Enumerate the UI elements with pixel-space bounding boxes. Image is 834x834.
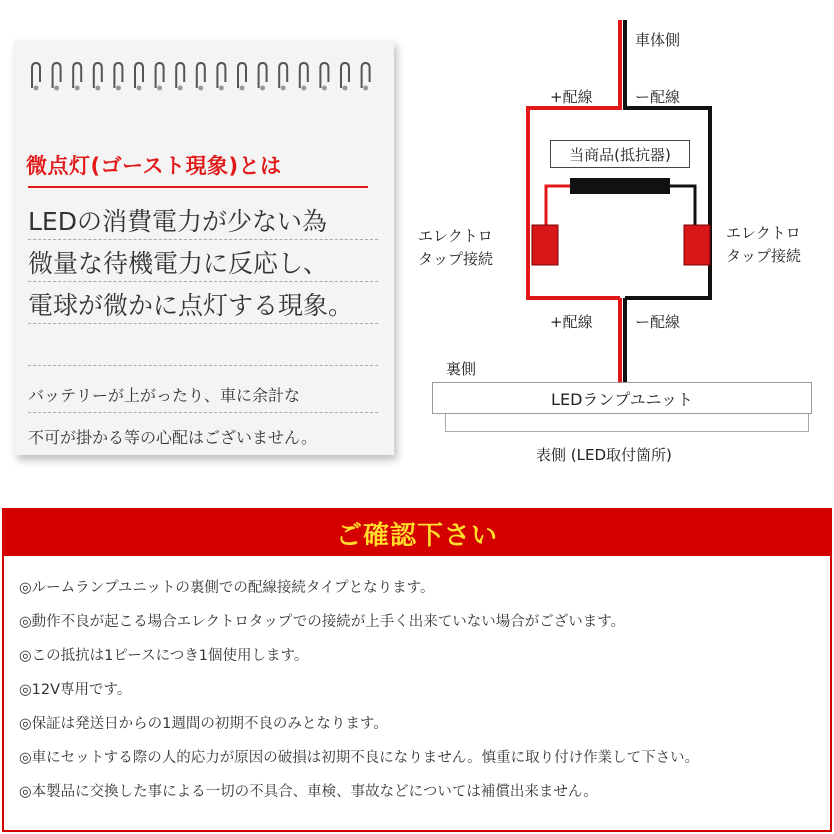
electrotap-right	[684, 225, 710, 265]
notice-panel	[2, 508, 832, 832]
plus-wire-label-bottom: +配線	[550, 313, 593, 331]
notice-item: ◎動作不良が起こる場合エレクトロタップでの接続が上手く出来ていない場合がございます。	[19, 614, 626, 630]
notepad-title: 微点灯(ゴースト現象)とは	[26, 154, 282, 178]
tap-left-label-2: タップ接続	[418, 250, 494, 268]
rule-line	[28, 365, 378, 366]
tap-left-label-1: エレクトロ	[418, 227, 493, 245]
rule-line	[28, 281, 378, 282]
title-underline	[28, 186, 368, 188]
notepad-note-2: 不可が掛かる等の心配はございません。	[28, 428, 317, 447]
spiral-binding-icon	[28, 62, 380, 92]
notepad-line-1: LEDの消費電力が少ない為	[28, 207, 327, 236]
notepad-card	[14, 40, 394, 455]
rule-line	[28, 239, 378, 240]
notepad-line-2: 微量な待機電力に反応し、	[28, 249, 329, 278]
notice-title: ご確認下さい	[335, 520, 498, 551]
tap-right-label-1: エレクトロ	[726, 224, 801, 242]
notepad-note-1: バッテリーが上がったり、車に余計な	[28, 386, 301, 405]
wiring-diagram	[410, 20, 834, 470]
resistor-body	[570, 178, 670, 194]
notice-item: ◎この抵抗は1ピースにつき1個使用します。	[19, 648, 309, 664]
rule-line	[28, 412, 378, 413]
notice-list	[19, 576, 699, 814]
electrotap-left	[532, 225, 558, 265]
lamp-unit-base	[445, 414, 809, 432]
minus-wire-label-bottom: ー配線	[635, 313, 681, 331]
rule-line	[28, 323, 378, 324]
notice-item: ◎保証は発送日からの1週間の初期不良のみとなります。	[19, 716, 388, 732]
led-lamp-unit	[432, 382, 812, 414]
body-side-label: 車体側	[635, 31, 681, 49]
tap-right-label-2: タップ接続	[726, 247, 802, 265]
negative-wire	[625, 108, 710, 298]
notice-header	[4, 510, 830, 556]
minus-wire-label-top: ー配線	[635, 88, 681, 106]
notice-item: ◎ルームランプユニットの裏側での配線接続タイプとなります。	[19, 580, 435, 596]
resistor-label-box	[550, 140, 690, 168]
notepad-line-3: 電球が微かに点灯する現象。	[28, 291, 354, 320]
notice-item: ◎車にセットする際の人的応力が原因の破損は初期不良になりません。慎重に取り付け作業して下さい。	[19, 750, 700, 766]
lamp-unit-label: LEDランプユニット	[551, 389, 693, 409]
plus-wire-label-top: +配線	[550, 88, 593, 106]
back-side-label: 裏側	[446, 360, 477, 378]
notice-item: ◎12V専用です。	[19, 682, 132, 698]
notice-item: ◎本製品に交換した事による一切の不具合、車検、事故などについては補償出来ません。	[19, 784, 598, 800]
resistor-label: 当商品(抵抗器)	[569, 145, 671, 164]
front-side-label: 表側 (LED取付箇所)	[536, 446, 672, 464]
positive-wire	[528, 108, 620, 298]
